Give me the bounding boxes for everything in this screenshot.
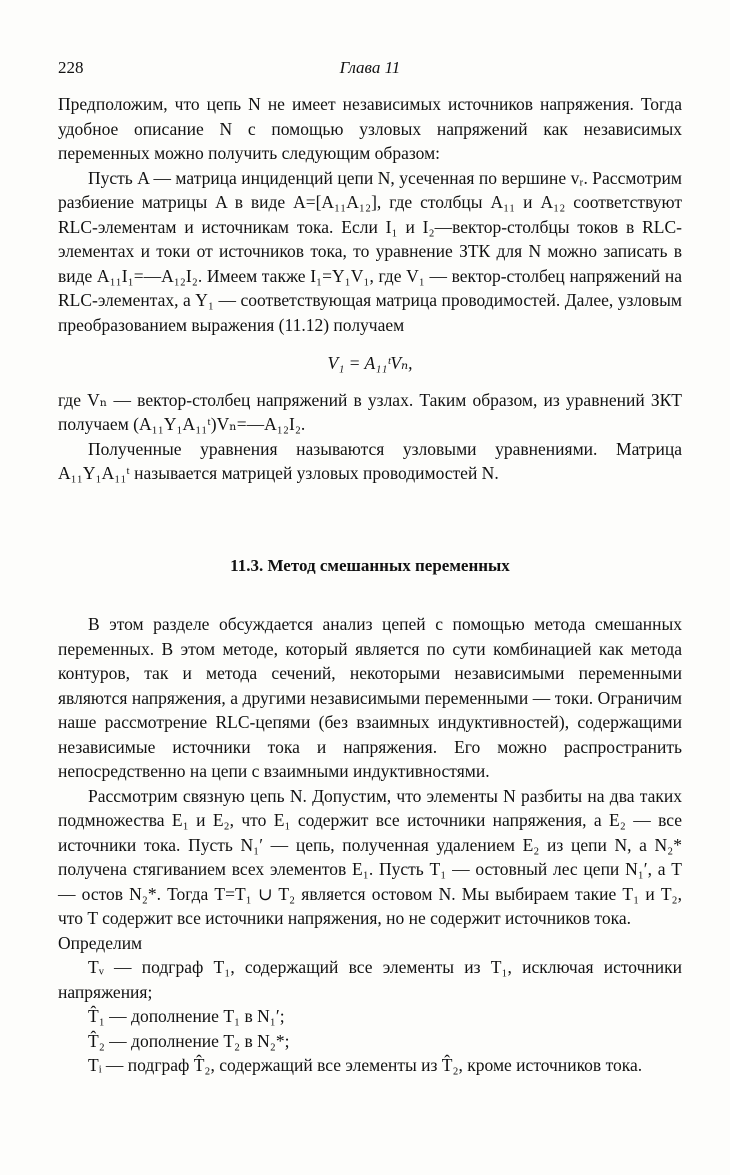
chapter-title: Глава 11 bbox=[339, 58, 401, 77]
running-header bbox=[58, 58, 682, 82]
paragraph: Определим bbox=[58, 932, 143, 953]
paragraph: В этом разделе обсуждается анализ цепей с помощью метода смешанных переменных. В этом методе, который является по сути комбинацией как метода контуров, так и метода сечений, некоторыми независимыми переменными являются напряжения, а другими независимыми переменными — токи. Ограничим наше рассмотрение RLC-цепями (без взаимных индуктивностей), содержащими независимые источники тока и напряжения. Его можно распространить непосредственно на цепи с взаимными индуктивностями. bbox=[58, 614, 682, 781]
paragraph: Рассмотрим связную цепь N. Допустим, что элементы N разбиты на два таких подмножества E₁ и E₂, что E₁ содержит все источники напряжения, а E₂ — все источники тока. Пусть N₁′ — цепь, полученная удалением E₂ из цепи N, а N₂* получена стягиванием всех элементов E₁. Пусть T₁ — остовный лес цепи N₁′, а T — остов N₂*. Тогда T=T₁ ∪ T₂ является остовом N. Мы выбираем такие T₁ и T₂, что T содержит все источники напряжения, но не содержит источников тока. bbox=[58, 785, 682, 928]
paragraph: Предположим, что цепь N не имеет независимых источников напряжения. Тогда удобное описание N с помощью узловых напряжений как независимых переменных можно получить следующим образом: bbox=[58, 94, 682, 163]
formula: V₁ = A₁₁ᵗVₙ, bbox=[327, 353, 413, 373]
paragraph: где Vₙ — вектор-столбец напряжений в узлах. Таким образом, из уравнений ЗКТ получаем (A₁₁Y₁A₁₁ᵗ)Vₙ=—A₁₂I₂. bbox=[58, 389, 682, 434]
paragraph: Полученные уравнения называются узловыми уравнениями. Матрица A₁₁Y₁A₁₁ᵗ называется матрицей узловых проводимостей N. bbox=[58, 438, 682, 483]
paragraph: Пусть A — матрица инциденций цепи N, усеченная по вершине vᵣ. Рассмотрим разбиение матрицы A в виде A=[A₁₁A₁₂], где столбцы A₁₁ и A₁₂ соответствуют RLC-элементам и источникам тока. Если I₁ и I₂—вектор-столбцы токов в RLC-элементах и токи от источников тока, то уравнение ЗТК для N можно записать в виде A₁₁I₁=—A₁₂I₂. Имеем также I₁=Y₁V₁, где V₁ — вектор-столбец напряжений на RLC-элементах, а Y₁ — соответствующая матрица проводимостей. Далее, узловым преобразованием выражения (11.12) получаем bbox=[58, 167, 682, 335]
definition-item: T̂₁ — дополнение T₁ в N₁′; bbox=[88, 1006, 285, 1026]
definition-item: Tᵥ — подграф T₁, содержащий все элементы из T₁, исключая источники напряжения; bbox=[58, 957, 682, 1002]
definition-item: T̂₂ — дополнение T₂ в N₂*; bbox=[88, 1030, 290, 1051]
definition-item: Tᵢ — подграф T̂₂, содержащий все элементы из T̂₂, кроме источников тока. bbox=[88, 1055, 643, 1075]
page-number: 228 bbox=[58, 58, 84, 77]
section-heading: 11.3. Метод смешанных переменных bbox=[230, 555, 510, 575]
page-body bbox=[58, 92, 682, 1078]
